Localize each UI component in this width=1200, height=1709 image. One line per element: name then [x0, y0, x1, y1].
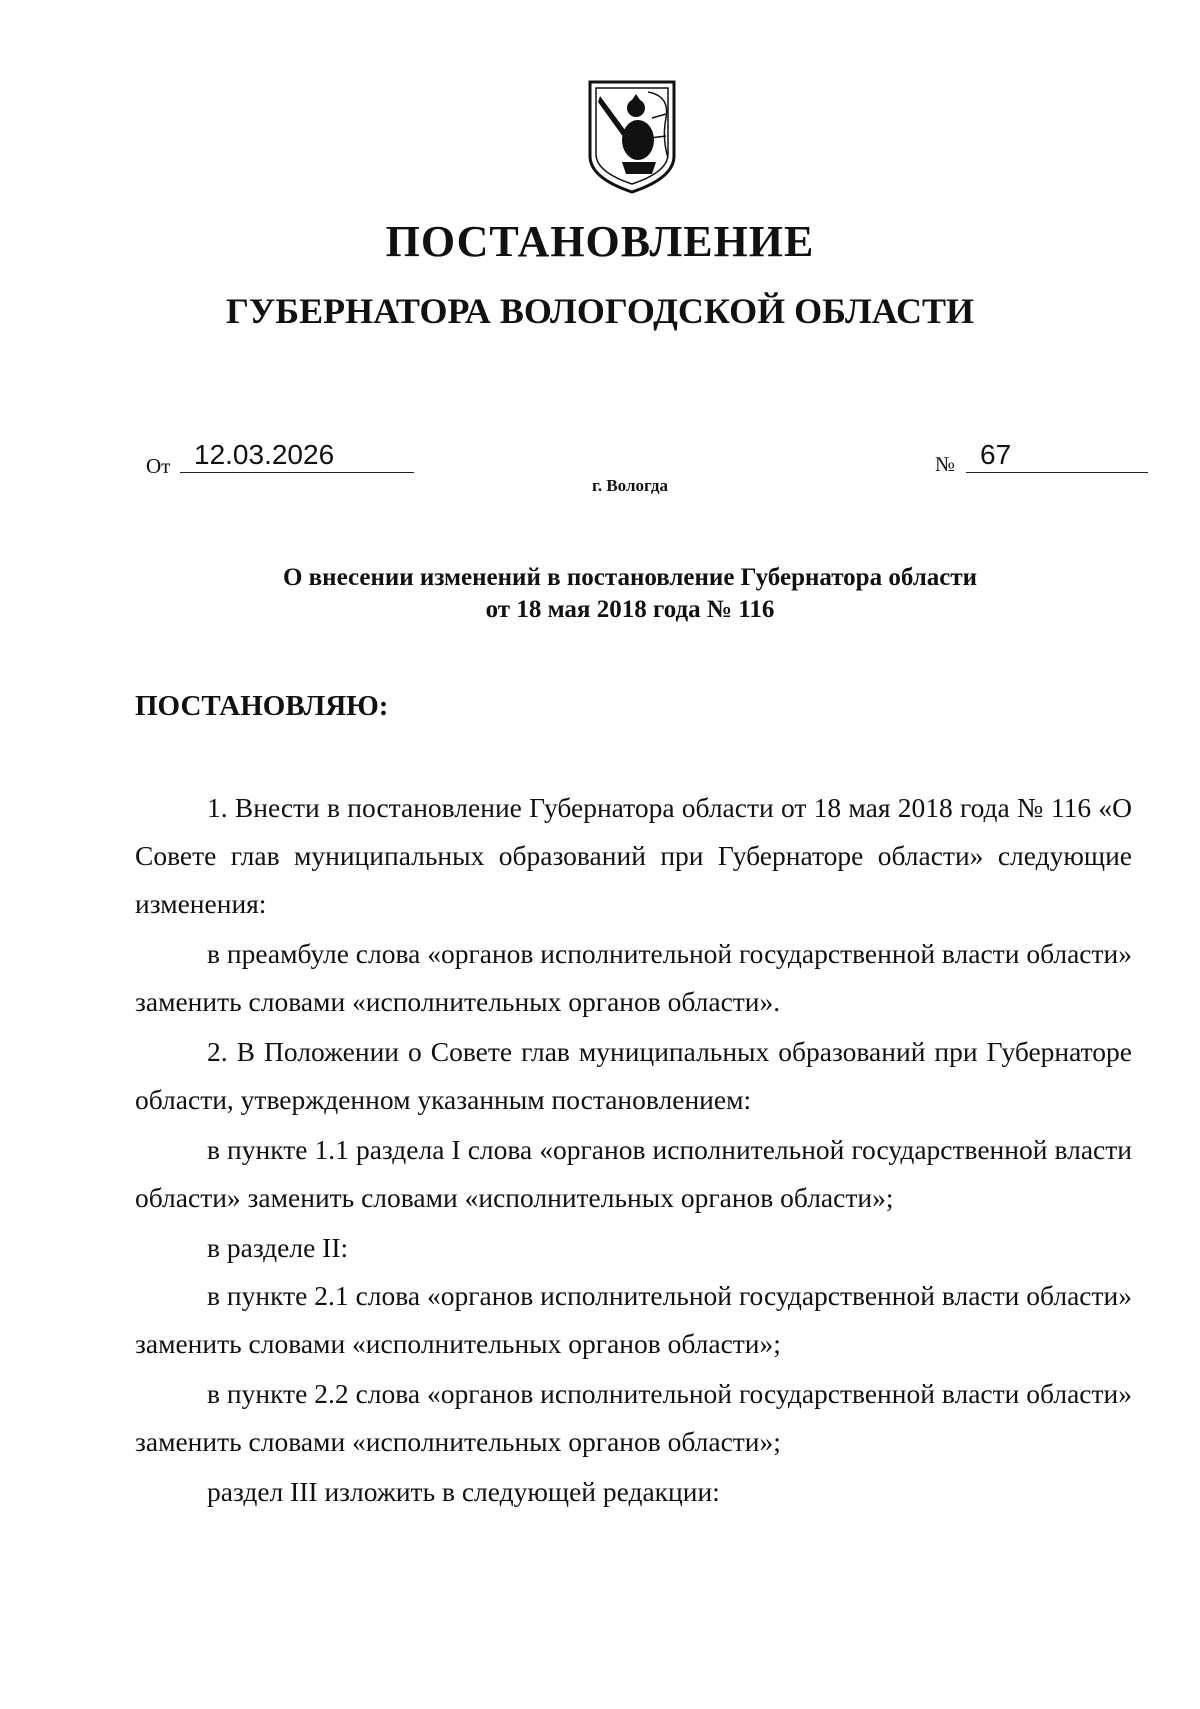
- city-name: г. Вологда: [592, 476, 668, 495]
- paragraph-5: в разделе II:: [207, 1232, 349, 1263]
- paragraph-4: в пункте 1.1 раздела I слова «органов исполнительной государственной власти области» заменить словами «исполнительных органов области»;: [135, 1134, 1132, 1213]
- date-label: От: [146, 454, 171, 478]
- vologda-coat-of-arms-icon: [586, 78, 678, 196]
- paragraph-6: в пункте 2.1 слова «органов исполнительной государственной власти области» заменить словами «исполнительных органов области»;: [135, 1280, 1132, 1359]
- subject-line-1: О внесении изменений в постановление Губернатора области: [282, 564, 978, 591]
- paragraph-3: 2. В Положении о Совете глав муниципальных образований при Губернаторе области, утвержденном указанным постановлением:: [135, 1036, 1132, 1115]
- paragraph-2: в преамбуле слова «органов исполнительной государственной власти области» заменить словами «исполнительных органов области».: [135, 938, 1132, 1017]
- date-value: 12.03.2026: [180, 438, 414, 473]
- number-label: №: [935, 452, 956, 476]
- paragraph-1: 1. Внести в постановление Губернатора области от 18 мая 2018 года № 116 «О Совете глав муниципальных образований при Губернаторе области» следующие изменения:: [135, 792, 1132, 919]
- paragraph-7: в пункте 2.2 слова «органов исполнительной государственной власти области» заменить словами «исполнительных органов области»;: [135, 1378, 1132, 1457]
- document-subject: [120, 562, 1140, 626]
- document-title: ПОСТАНОВЛЕНИЕ: [385, 217, 815, 266]
- paragraph-8: раздел III изложить в следующей редакции:: [207, 1476, 720, 1507]
- document-subtitle: ГУБЕРНАТОРА ВОЛОГОДСКОЙ ОБЛАСТИ: [225, 291, 975, 331]
- subject-line-2: от 18 мая 2018 года № 116: [485, 596, 775, 623]
- decree-heading: ПОСТАНОВЛЯЮ:: [135, 690, 389, 722]
- number-value: 67: [966, 438, 1148, 473]
